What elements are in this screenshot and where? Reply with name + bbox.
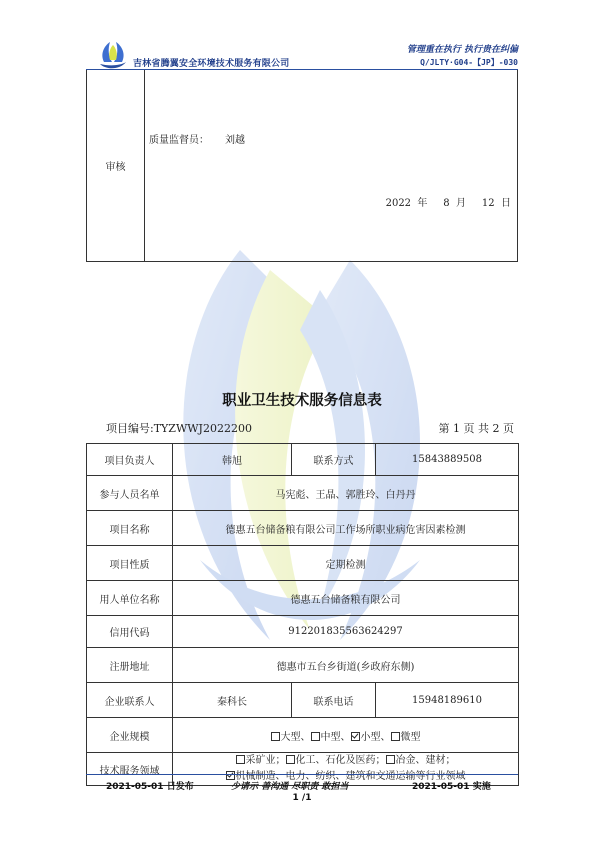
quality-supervisor-label: 质量监督员： bbox=[149, 135, 209, 146]
cell-label: 信用代码 bbox=[87, 616, 173, 648]
table-row bbox=[87, 476, 519, 511]
cell-label: 项目名称 bbox=[87, 511, 173, 546]
quality-supervisor bbox=[149, 131, 261, 146]
cell-value: 马宪彪、王晶、郭胜玲、白丹丹 bbox=[173, 476, 519, 511]
table-row bbox=[87, 581, 519, 616]
table-row bbox=[87, 444, 519, 476]
project-number: 项目编号:TYZWWJ2022200 bbox=[106, 422, 252, 435]
option-label: 采矿业； bbox=[245, 755, 286, 766]
company-logo-icon bbox=[96, 40, 130, 70]
cell-label: 参与人员名单 bbox=[87, 476, 173, 511]
checkbox-icon[interactable] bbox=[386, 755, 395, 764]
cell-value: 15843889508 bbox=[376, 444, 519, 476]
cell-label: 联系方式 bbox=[292, 444, 376, 476]
table-row bbox=[87, 648, 519, 683]
table-row bbox=[87, 616, 519, 648]
cell-label: 技术服务领域 bbox=[87, 753, 173, 786]
cell-label: 项目性质 bbox=[87, 546, 173, 581]
cell-value: 德惠市五台乡街道(乡政府东侧) bbox=[173, 648, 519, 683]
checkbox-icon[interactable] bbox=[271, 732, 280, 741]
domain-option-label: 机械制造、电力、纺织、建筑和交通运输等行业领域 bbox=[235, 771, 466, 782]
cell-label: 项目负责人 bbox=[87, 444, 173, 476]
cell-value: 定期检测 bbox=[173, 546, 519, 581]
option-label: 冶金、建材； bbox=[395, 755, 456, 766]
footer-divider bbox=[86, 774, 518, 775]
option-label: 化工、石化及医药； bbox=[295, 755, 386, 766]
checkbox-icon[interactable] bbox=[236, 755, 245, 764]
cell-value: 德惠五台储备粮有限公司工作场所职业病危害因素检测 bbox=[173, 511, 519, 546]
checkbox-icon[interactable] bbox=[311, 732, 320, 741]
cell-value: 15948189610 bbox=[376, 683, 519, 718]
table-row bbox=[87, 718, 519, 753]
company-name: 吉林省腾翼安全环境技术服务有限公司 bbox=[133, 59, 290, 69]
issue-date: 2021-05-01 日发布 bbox=[106, 782, 194, 792]
review-date: 2022 年 8 月 12 日 bbox=[385, 198, 511, 209]
cell-value: 韩旭 bbox=[173, 444, 292, 476]
scale-options bbox=[173, 718, 519, 753]
option-label: 大型、 bbox=[280, 731, 311, 743]
domain-line-1 bbox=[175, 753, 516, 769]
option-label: 中型、 bbox=[320, 731, 351, 743]
service-info-table bbox=[86, 443, 519, 786]
cell-value: 秦科长 bbox=[173, 683, 292, 718]
table-row bbox=[87, 511, 519, 546]
option-label: 小型、 bbox=[360, 731, 391, 743]
review-table bbox=[86, 70, 518, 262]
cell-value: 912201835563624297 bbox=[173, 616, 519, 648]
footer-page-number: 1 /1 bbox=[292, 793, 312, 803]
footer-motto: 少请示 善沟通 尽职责 敢担当 bbox=[231, 782, 349, 792]
cell-label: 用人单位名称 bbox=[87, 581, 173, 616]
document-code: Q/JLTY·G04-【JP】-030 bbox=[420, 58, 518, 67]
quality-supervisor-name: 刘越 bbox=[225, 135, 245, 146]
table-row bbox=[87, 683, 519, 718]
header-slogan: 管理重在执行 执行贵在纠偏 bbox=[406, 45, 518, 55]
cell-label: 企业联系人 bbox=[87, 683, 173, 718]
option-label: 微型 bbox=[400, 731, 421, 743]
cell-value: 德惠五台储备粮有限公司 bbox=[173, 581, 519, 616]
checkbox-icon[interactable] bbox=[391, 732, 400, 741]
info-table-title: 职业卫生技术服务信息表 bbox=[222, 393, 382, 409]
checkbox-icon[interactable] bbox=[351, 732, 360, 741]
page-number: 第 1 页 共 2 页 bbox=[438, 422, 514, 435]
implement-date: 2021-05-01 实施 bbox=[412, 782, 491, 792]
checkbox-icon[interactable] bbox=[286, 755, 295, 764]
cell-label: 注册地址 bbox=[87, 648, 173, 683]
cell-label: 企业规模 bbox=[87, 718, 173, 753]
table-row bbox=[87, 546, 519, 581]
cell-label: 联系电话 bbox=[292, 683, 376, 718]
review-label: 审核 bbox=[87, 70, 145, 261]
